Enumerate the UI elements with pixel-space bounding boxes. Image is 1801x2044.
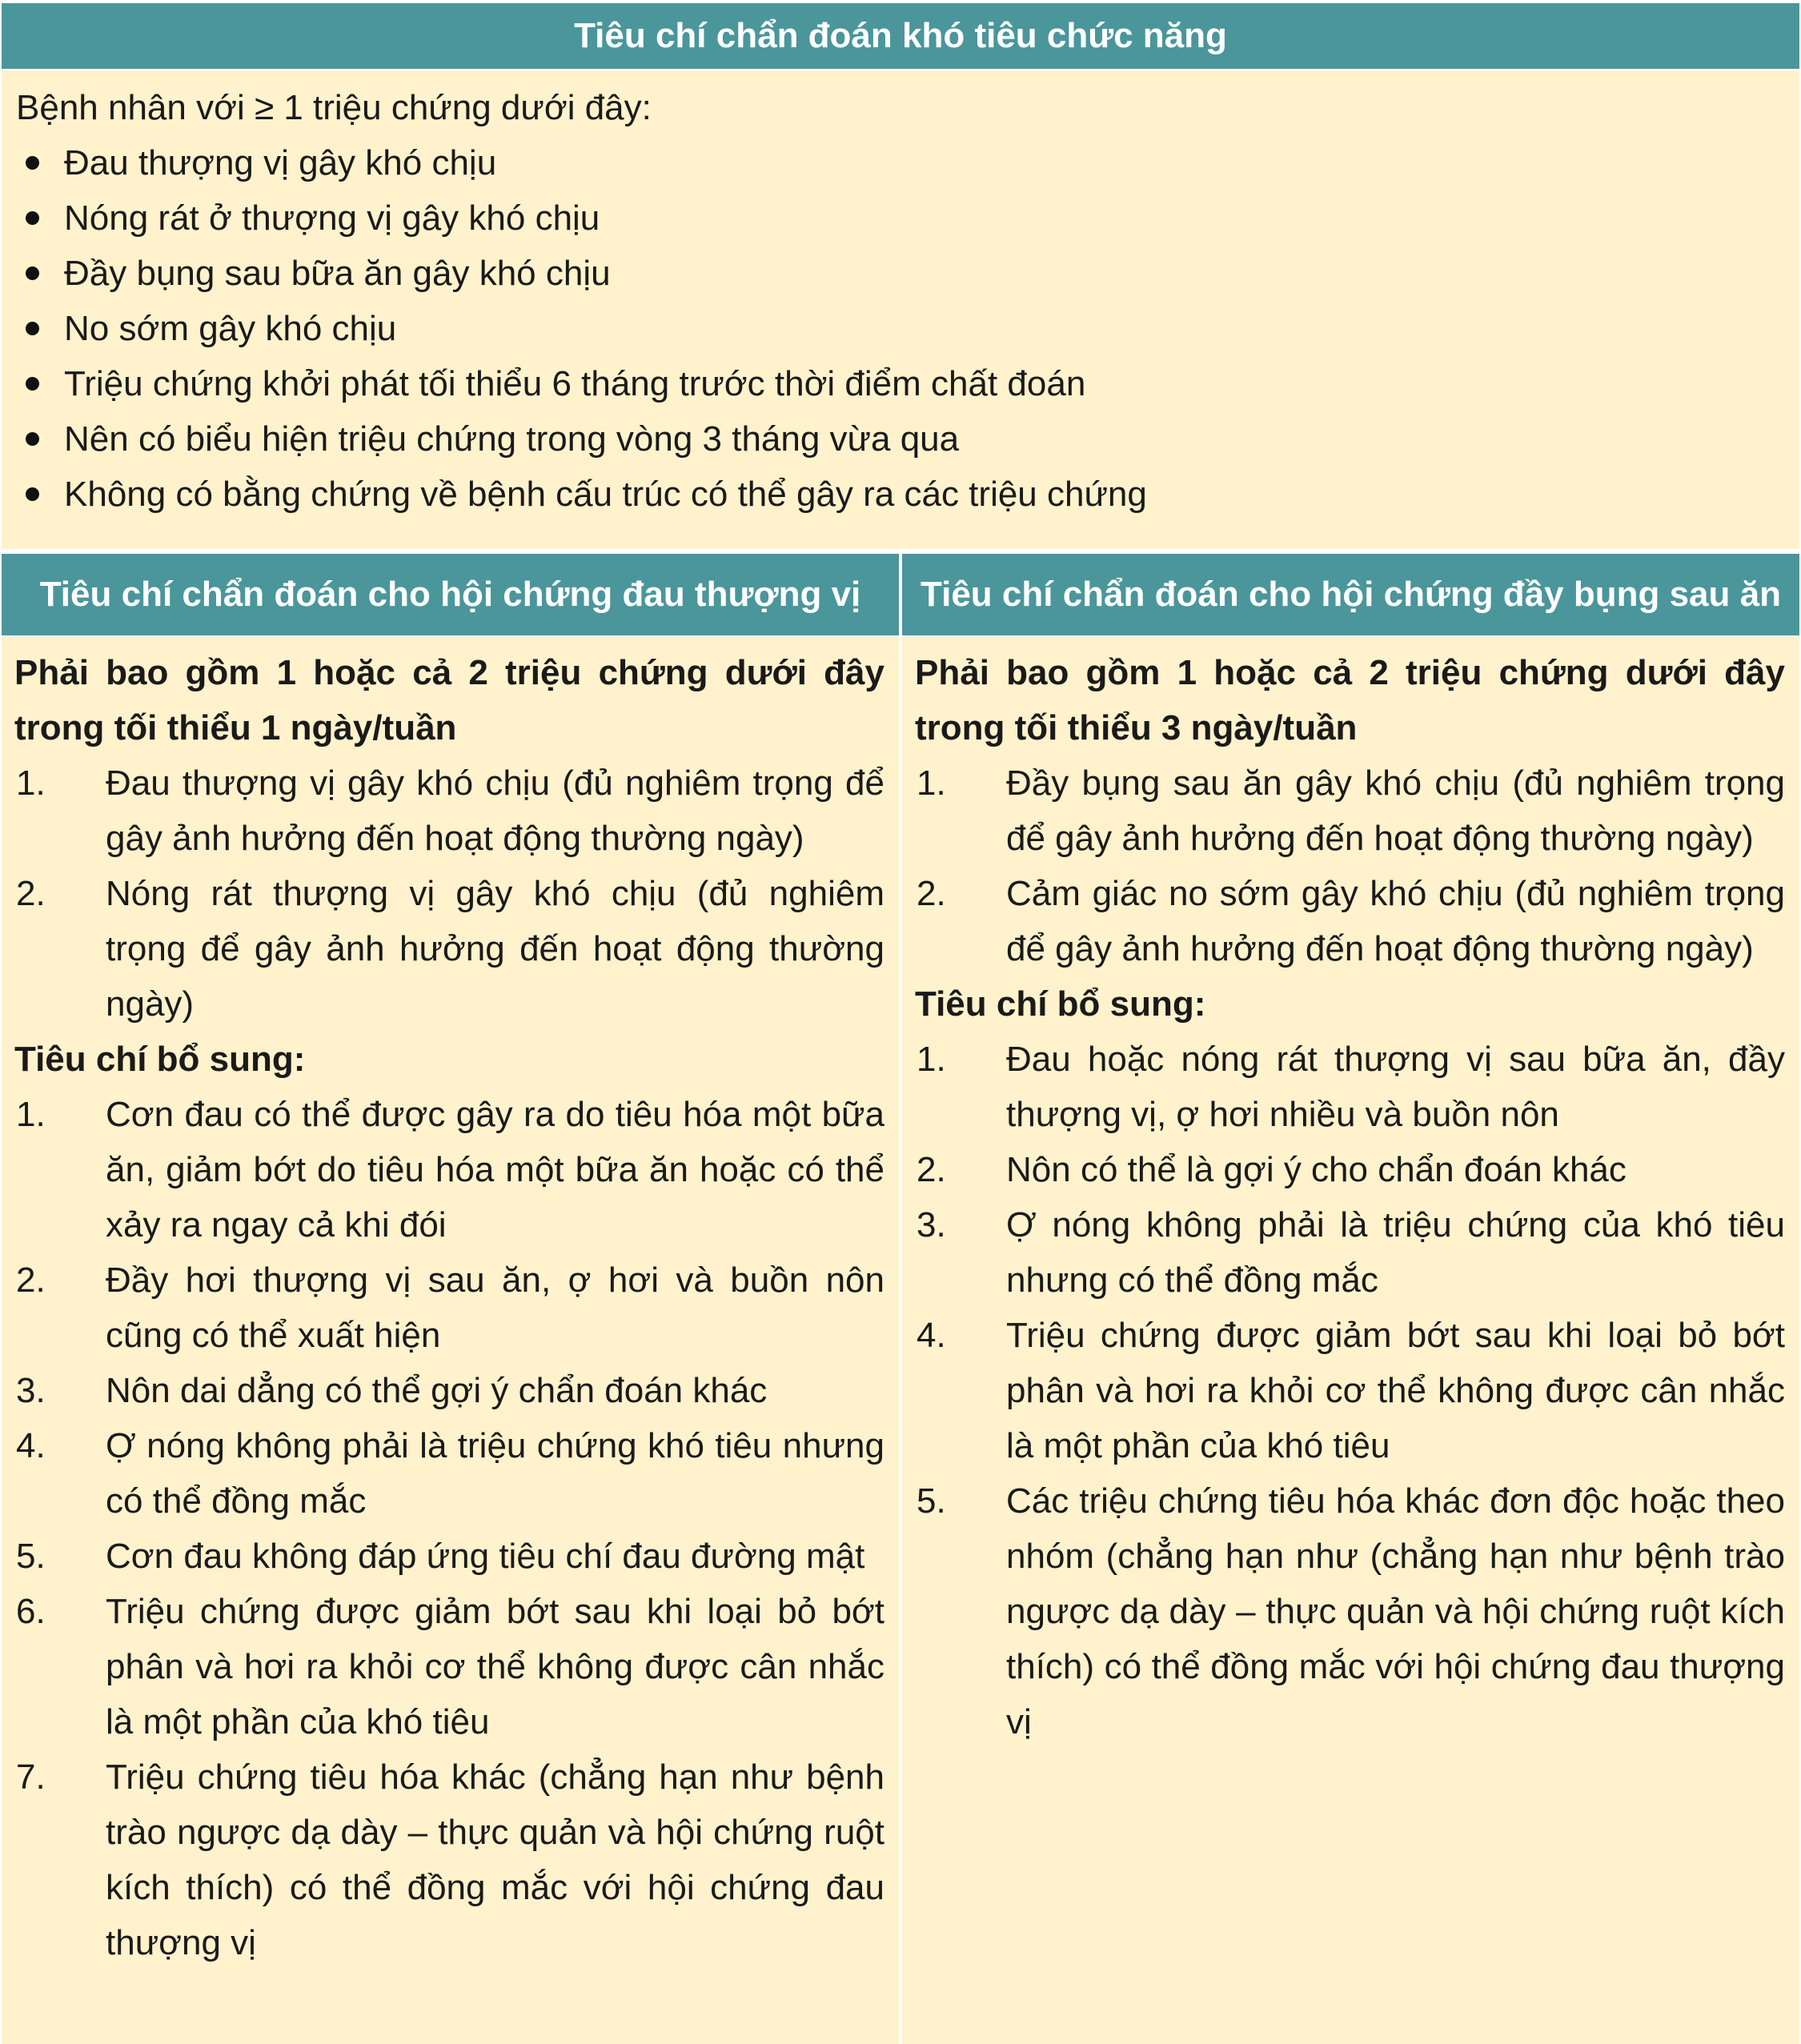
- epigastric-supplement-title: Tiêu chí bổ sung:: [14, 1040, 306, 1079]
- postprandial-distress-panel: [902, 637, 1799, 2044]
- list-item: Đầy bụng sau bữa ăn gây khó chịu: [16, 246, 1783, 301]
- list-item: 2. Cảm giác no sớm gây khó chịu (đủ nghiêm trọng để gây ảnh hưởng đến hoạt động thường ngày): [917, 874, 1785, 968]
- bullet-icon: [26, 211, 39, 225]
- list-item: 3. Ợ nóng không phải là triệu chứng của khó tiêu nhưng có thể đồng mắc: [917, 1205, 1785, 1300]
- list-item: 5. Cơn đau không đáp ứng tiêu chí đau đường mật: [16, 1537, 865, 1576]
- epigastric-supplement-list: [14, 1087, 884, 1970]
- postprandial-supplement-title: Tiêu chí bổ sung:: [915, 984, 1206, 1024]
- list-item: 4. Ợ nóng không phải là triệu chứng khó tiêu nhưng có thể đồng mắc: [16, 1426, 884, 1521]
- list-item: Nóng rát ở thượng vị gây khó chịu: [16, 190, 1783, 246]
- epigastric-main-list: [14, 755, 884, 1032]
- list-item: Không có bằng chứng về bệnh cấu trúc có thể gây ra các triệu chứng: [16, 467, 1783, 522]
- general-criteria-panel: [2, 70, 1799, 549]
- postprandial-distress-header: Tiêu chí chẩn đoán cho hội chứng đầy bụng sau ăn: [902, 554, 1799, 635]
- list-item: 1. Đầy bụng sau ăn gây khó chịu (đủ nghiêm trọng để gây ảnh hưởng đến hoạt động thường ngày): [917, 763, 1785, 858]
- list-item: No sớm gây khó chịu: [16, 301, 1783, 356]
- list-item: Triệu chứng khởi phát tối thiểu 6 tháng trước thời điểm chất đoán: [16, 356, 1783, 411]
- list-item: 6. Triệu chứng được giảm bớt sau khi loại bỏ bớt phân và hơi ra khỏi cơ thể không được cân nhắc là một phần của khó tiêu: [16, 1592, 884, 1741]
- list-item: 4. Triệu chứng được giảm bớt sau khi loại bỏ bớt phân và hơi ra khỏi cơ thể không được cân nhắc là một phần của khó tiêu: [917, 1316, 1785, 1465]
- list-item: 1. Cơn đau có thể được gây ra do tiêu hóa một bữa ăn, giảm bớt do tiêu hóa một bữa ăn hoặc có thể xảy ra ngay cả khi đói: [16, 1095, 884, 1244]
- epigastric-lead: Phải bao gồm 1 hoặc cả 2 triệu chứng dưới đây trong tối thiểu 1 ngày/tuần: [14, 653, 884, 747]
- bullet-icon: [26, 487, 39, 501]
- list-item: 2. Nóng rát thượng vị gây khó chịu (đủ nghiêm trọng để gây ảnh hưởng đến hoạt động thường ngày): [16, 874, 884, 1024]
- bullet-icon: [26, 156, 39, 170]
- list-item: 7. Triệu chứng tiêu hóa khác (chẳng hạn như bệnh trào ngược dạ dày – thực quản và hội chứng ruột kích thích) có thể đồng mắc với hội chứng đau thượng vị: [16, 1757, 884, 1962]
- bullet-icon: [26, 377, 39, 391]
- postprandial-lead: Phải bao gồm 1 hoặc cả 2 triệu chứng dưới đây trong tối thiểu 3 ngày/tuần: [915, 653, 1785, 747]
- general-intro: Bệnh nhân với ≥ 1 triệu chứng dưới đây:: [16, 88, 652, 127]
- postprandial-main-list: [915, 755, 1785, 976]
- bullet-icon: [26, 322, 39, 335]
- bullet-icon: [26, 432, 39, 446]
- list-item: Nên có biểu hiện triệu chứng trong vòng 3 tháng vừa qua: [16, 411, 1783, 467]
- table-title: Tiêu chí chẩn đoán khó tiêu chức năng: [2, 3, 1799, 69]
- list-item: 5. Các triệu chứng tiêu hóa khác đơn độc hoặc theo nhóm (chẳng hạn như (chẳng hạn như bệnh trào ngược dạ dày – thực quản và hội chứng ruột kích thích) có thể đồng mắc với hội chứng đau thượng vị: [917, 1481, 1785, 1741]
- bullet-icon: [26, 267, 39, 280]
- list-item: 2. Đầy hơi thượng vị sau ăn, ợ hơi và buồn nôn cũng có thể xuất hiện: [16, 1260, 884, 1355]
- epigastric-pain-panel: [2, 637, 899, 2044]
- general-symptom-list: [16, 135, 1783, 522]
- list-item: 2. Nôn có thể là gợi ý cho chẩn đoán khác: [917, 1150, 1627, 1189]
- list-item: Đau thượng vị gây khó chịu: [16, 135, 1783, 190]
- epigastric-pain-header: Tiêu chí chẩn đoán cho hội chứng đau thượng vị: [2, 554, 899, 635]
- list-item: 1. Đau hoặc nóng rát thượng vị sau bữa ăn, đầy thượng vị, ợ hơi nhiều và buồn nôn: [917, 1040, 1785, 1134]
- postprandial-supplement-list: [915, 1032, 1785, 1749]
- list-item: 3. Nôn dai dẳng có thể gợi ý chẩn đoán khác: [16, 1371, 768, 1410]
- list-item: 1. Đau thượng vị gây khó chịu (đủ nghiêm trọng để gây ảnh hưởng đến hoạt động thường ngày): [16, 763, 884, 858]
